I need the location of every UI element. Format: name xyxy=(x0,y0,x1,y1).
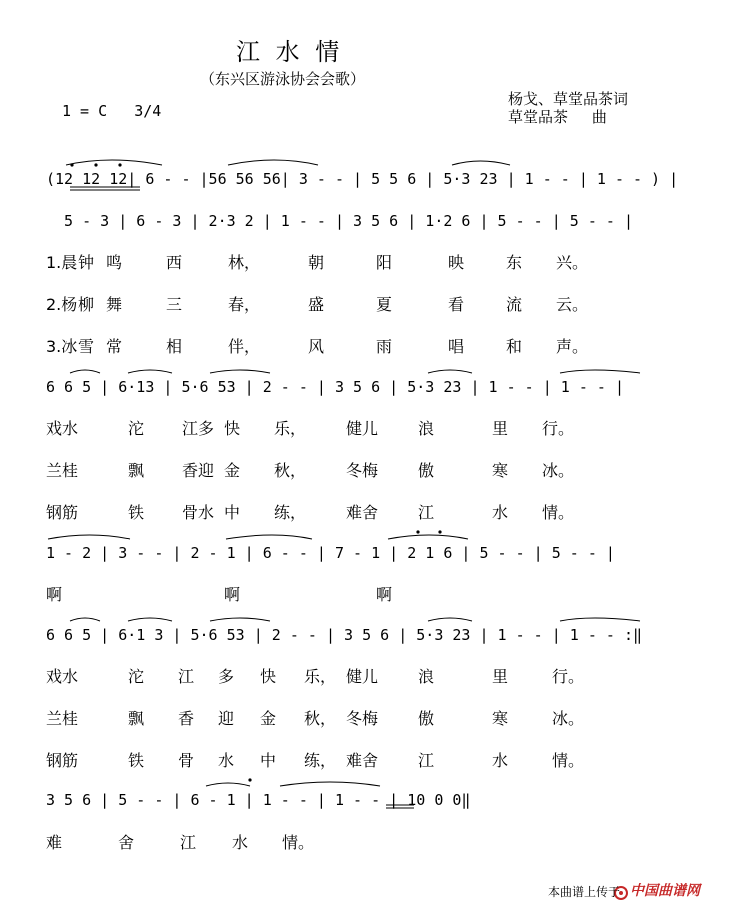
lyric-word: 香 xyxy=(178,709,195,728)
lyric-word: 情。 xyxy=(282,833,315,852)
lyric-word: 钢筋 xyxy=(46,503,79,522)
lyric-word: 多 xyxy=(218,667,235,686)
lyric-word: 冰。 xyxy=(542,461,575,480)
lyric-word: 情。 xyxy=(552,751,585,770)
lyric-word: 寒 xyxy=(492,709,509,728)
lyric-word: 水 xyxy=(492,503,509,522)
lyric-word: 声。 xyxy=(556,337,589,356)
lyric-word: 乐， xyxy=(304,667,337,686)
lyric-word: 啊 xyxy=(46,585,63,604)
lyric-word: 冬梅 xyxy=(346,461,379,480)
lyric-word: 冬梅 xyxy=(346,709,379,728)
lyric-word: 冰。 xyxy=(552,709,585,728)
lyric-word: 柳 xyxy=(78,295,95,314)
composer-credit: 草堂品茶 曲 xyxy=(508,108,607,126)
lyric-word: 阳 xyxy=(376,253,393,272)
lyric-word: 中 xyxy=(224,503,241,522)
notation-row: 5 - 3 | 6 - 3 | 2·3 2 | 1 - - | 3 5 6 | 1·2 6 | 5 - - | 5 - - | xyxy=(46,212,633,230)
lyric-word: 流 xyxy=(506,295,523,314)
lyric-word: 江 xyxy=(178,667,195,686)
lyric-word: 戏水 xyxy=(46,667,79,686)
lyric-word: 健儿 xyxy=(346,667,379,686)
lyric-word: 傲 xyxy=(418,709,435,728)
song-subtitle: （东兴区游泳协会会歌） xyxy=(200,70,366,88)
lyric-word: 东 xyxy=(506,253,523,272)
lyric-word: 啊 xyxy=(224,585,241,604)
lyric-word: 金 xyxy=(224,461,241,480)
lyric-word: 里 xyxy=(492,419,509,438)
lyric-word: 浪 xyxy=(418,667,435,686)
notation-row: 6 6 5 | 6·13 | 5·6 53 | 2 - - | 3 5 6 | 5·3 23 | 1 - - | 1 - - | xyxy=(46,378,624,396)
lyric-word: 江 xyxy=(418,751,435,770)
lyric-word: 江多 xyxy=(182,419,215,438)
lyric-word: 傲 xyxy=(418,461,435,480)
lyric-word: 夏 xyxy=(376,295,393,314)
lyric-word: 水 xyxy=(492,751,509,770)
lyric-word: 常 xyxy=(106,337,123,356)
lyric-word: 铁 xyxy=(128,503,145,522)
lyric-word: 乐， xyxy=(274,419,307,438)
lyric-word: 林， xyxy=(228,253,261,272)
lyric-word: 兴。 xyxy=(556,253,589,272)
lyric-word: 映 xyxy=(448,253,465,272)
lyric-word: 水 xyxy=(232,833,249,852)
lyric-word: 伴， xyxy=(228,337,261,356)
lyric-word: 3.冰 xyxy=(46,337,78,356)
lyric-word: 雨 xyxy=(376,337,393,356)
lyric-word: 盛 xyxy=(308,295,325,314)
notation-row: 3 5 6 | 5 - - | 6 - 1 | 1 - - | 1 - - | 10 0 0‖ xyxy=(46,791,471,809)
lyric-word: 沱 xyxy=(128,667,145,686)
lyric-word: 里 xyxy=(492,667,509,686)
lyric-word: 戏水 xyxy=(46,419,79,438)
lyric-word: 江 xyxy=(418,503,435,522)
lyric-word: 朝 xyxy=(308,253,325,272)
notation-row: 6 6 5 | 6·1 3 | 5·6 53 | 2 - - | 3 5 6 | 5·3 23 | 1 - - | 1 - - :‖ xyxy=(46,626,643,644)
lyric-word: 健儿 xyxy=(346,419,379,438)
lyric-word: 香迎 xyxy=(182,461,215,480)
lyric-word: 鸣 xyxy=(106,253,123,272)
lyric-word: 秋， xyxy=(274,461,307,480)
lyric-word: 飘 xyxy=(128,709,145,728)
lyric-word: 铁 xyxy=(128,751,145,770)
lyric-word: 唱 xyxy=(448,337,465,356)
lyricist-credit: 杨戈、草堂品茶词 xyxy=(508,90,629,108)
lyric-word: 难 xyxy=(46,833,63,852)
lyric-word: 啊 xyxy=(376,585,393,604)
lyric-word: 舞 xyxy=(106,295,123,314)
lyric-word: 西 xyxy=(166,253,183,272)
lyric-word: 快 xyxy=(224,419,241,438)
lyric-word: 水 xyxy=(218,751,235,770)
lyric-word: 行。 xyxy=(542,419,575,438)
lyric-word: 钟 xyxy=(78,253,95,272)
lyric-word: 飘 xyxy=(128,461,145,480)
lyric-word: 沱 xyxy=(128,419,145,438)
uploaded-label: 本曲谱上传于 xyxy=(548,885,621,899)
lyric-word: 看 xyxy=(448,295,465,314)
lyric-word: 2.杨 xyxy=(46,295,78,314)
lyric-word: 三 xyxy=(166,295,183,314)
lyric-word: 行。 xyxy=(552,667,585,686)
lyric-word: 兰桂 xyxy=(46,461,79,480)
lyric-word: 春， xyxy=(228,295,261,314)
notation-row: 1 - 2 | 3 - - | 2 - 1 | 6 - - | 7 - 1 | 2 1 6 | 5 - - | 5 - - | xyxy=(46,544,615,562)
song-title: 江 水 情 xyxy=(236,38,344,66)
lyric-word: 兰桂 xyxy=(46,709,79,728)
lyric-word: 浪 xyxy=(418,419,435,438)
lyric-word: 云。 xyxy=(556,295,589,314)
lyric-word: 寒 xyxy=(492,461,509,480)
lyric-word: 1.晨 xyxy=(46,253,78,272)
lyric-word: 金 xyxy=(260,709,277,728)
key-signature: 1 = C 3/4 xyxy=(62,102,162,120)
lyric-word: 舍 xyxy=(118,833,135,852)
lyric-word: 难舍 xyxy=(346,503,379,522)
lyric-word: 练， xyxy=(304,751,337,770)
lyric-word: 中 xyxy=(260,751,277,770)
lyric-word: 钢筋 xyxy=(46,751,79,770)
lyric-word: 骨水 xyxy=(182,503,215,522)
lyric-word: 和 xyxy=(506,337,523,356)
lyric-word: 骨 xyxy=(178,751,195,770)
lyric-word: 难舍 xyxy=(346,751,379,770)
lyric-word: 江 xyxy=(180,833,197,852)
lyric-word: 秋， xyxy=(304,709,337,728)
lyric-word: 练， xyxy=(274,503,307,522)
lyric-word: 风 xyxy=(308,337,325,356)
lyric-word: 快 xyxy=(260,667,277,686)
notation-row: (12 12 12| 6 - - |56 56 56| 3 - - | 5 5 6 | 5·3 23 | 1 - - | 1 - - ) | xyxy=(46,170,679,188)
lyric-word: 雪 xyxy=(78,337,95,356)
site-brand: 中国曲谱网 xyxy=(630,883,700,899)
lyric-word: 迎 xyxy=(218,709,235,728)
lyric-word: 相 xyxy=(166,337,183,356)
lyric-word: 情。 xyxy=(542,503,575,522)
